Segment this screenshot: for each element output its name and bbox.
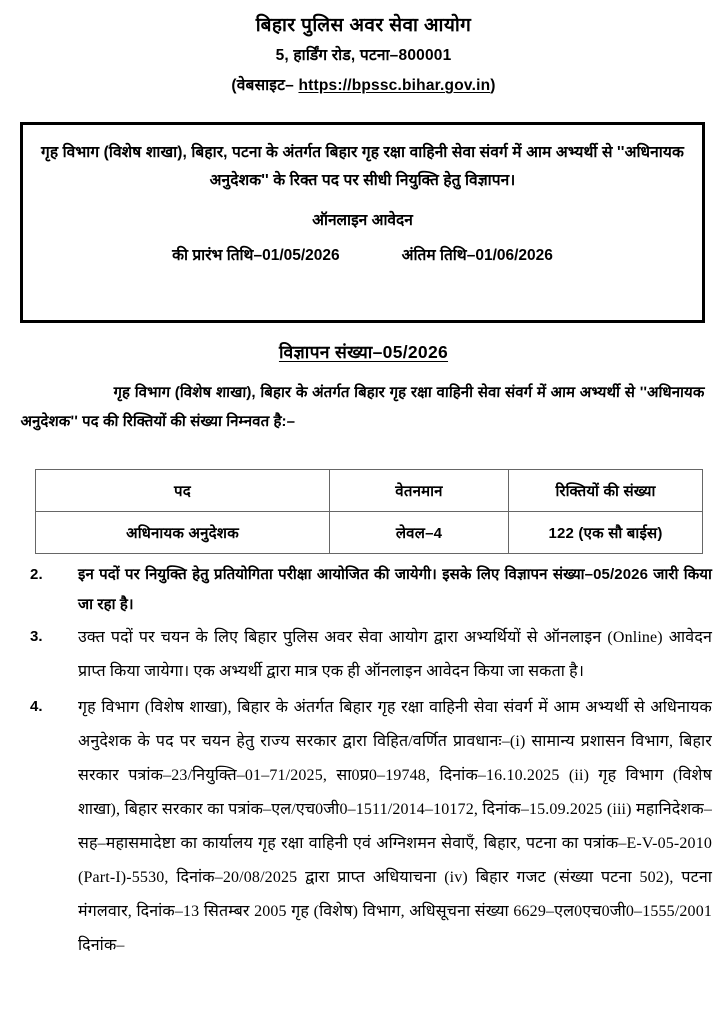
vacancy-table	[35, 469, 703, 554]
application-start-date: की प्रारंभ तिथि–01/05/2026	[172, 247, 340, 265]
table-header-row	[36, 470, 703, 512]
clause-text: उक्त पदों पर चयन के लिए बिहार पुलिस अवर सेवा आयोग द्वारा अभ्यर्थियों से ऑनलाइन (Online) आवेदन प्राप्त किया जायेगा। एक अभ्यर्थी द्वारा मात्र एक ही ऑनलाइन आवेदन किया जा सकता है।	[78, 629, 712, 681]
table-cell-vacancies: 122 (एक सौ बाईस)	[509, 512, 703, 554]
clause-number: 3.	[30, 628, 43, 646]
advertisement-number-text: विज्ञापन संख्या–05/2026	[278, 342, 449, 362]
intro-paragraph: गृह विभाग (विशेष शाखा), बिहार के अंतर्गत बिहार गृह रक्षा वाहिनी सेवा संवर्ग में आम अभ्यर्थी से ''अधिनायक अनुदेशक'' पद की रिक्तियों की संख्या निम्नवत है:–	[20, 384, 705, 431]
online-application-label: ऑनलाइन आवेदन	[312, 212, 413, 230]
table-header-vacancies: रिक्तियों की संख्या	[509, 470, 703, 512]
clause-text: इन पदों पर नियुक्ति हेतु प्रतियोगिता परीक्षा आयोजित की जायेगी। इसके लिए विज्ञापन संख्या–05/2026 जारी किया जा रहा है।	[78, 566, 712, 613]
clause-number: 2.	[30, 566, 43, 583]
website-url-link[interactable]: https://bpssc.bihar.gov.in	[298, 77, 491, 95]
application-dates-row	[41, 243, 684, 265]
clause-list	[22, 560, 712, 964]
table-header-payscale: वेतनमान	[330, 470, 509, 512]
advertisement-title: गृह विभाग (विशेष शाखा), बिहार, पटना के अंतर्गत बिहार गृह रक्षा वाहिनी सेवा संवर्ग में आम अभ्यर्थी से ''अधिनायक अनुदेशक'' के रिक्त पद पर सीधी नियुक्ति हेतु विज्ञापन।	[41, 144, 684, 189]
table-row	[36, 512, 703, 554]
table-header-post: पद	[36, 470, 330, 512]
website-label-prefix: (वेबसाइट–	[231, 77, 294, 95]
list-item	[22, 621, 712, 689]
application-end-date: अंतिम तिथि–01/06/2026	[401, 247, 553, 265]
advertisement-number	[0, 340, 727, 364]
website-label-suffix: )	[490, 77, 496, 95]
organization-name: बिहार पुलिस अवर सेवा आयोग	[255, 15, 472, 36]
document-header	[0, 0, 727, 95]
clause-text: गृह विभाग (विशेष शाखा), बिहार के अंतर्गत बिहार गृह रक्षा वाहिनी सेवा संवर्ग में आम अभ्यर्थी से अधिनायक अनुदेशक के पद पर चयन हेतु राज्य सरकार द्वारा विहित/वर्णित प्रावधानः–(i) सामान्य प्रशासन विभाग, बिहार सरकार पत्रांक–23/नियुक्ति–01–71/2025, सा0प्र0–19748, दिनांक–16.10.2025 (ii) गृह विभाग (विशेष शाखा), बिहार सरकार का पत्रांक–एल/एच0जी0–1511/2014–10172, दिनांक–15.09.2025 (iii) महानिदेशक–सह–महासमादेष्टा का कार्यालय गृह रक्षा वाहिनी एवं अग्निशमन सेवाएँ, बिहार, पटना का पत्रांक–E-V-05-2010 (Part-I)-5530, दिनांक–20/08/2025 द्वारा प्राप्त अधियाचना (iv) बिहार गजट (संख्या पटना 502), पटना मंगलवार, दिनांक–13 सितम्बर 2005 गृह (विशेष) विभाग, अधिसूचना संख्या 6629–एल0एच0जी0–1555/2001 दिनांक–	[78, 699, 712, 954]
organization-website-line	[0, 73, 727, 95]
organization-address: 5, हार्डिंग रोड, पटना–800001	[275, 46, 452, 64]
list-item	[22, 691, 712, 962]
clause-number: 4.	[30, 698, 43, 716]
table-cell-post: अधिनायक अनुदेशक	[36, 512, 330, 554]
list-item	[22, 560, 712, 619]
advertisement-box	[20, 122, 705, 323]
table-cell-payscale: लेवल–4	[330, 512, 509, 554]
